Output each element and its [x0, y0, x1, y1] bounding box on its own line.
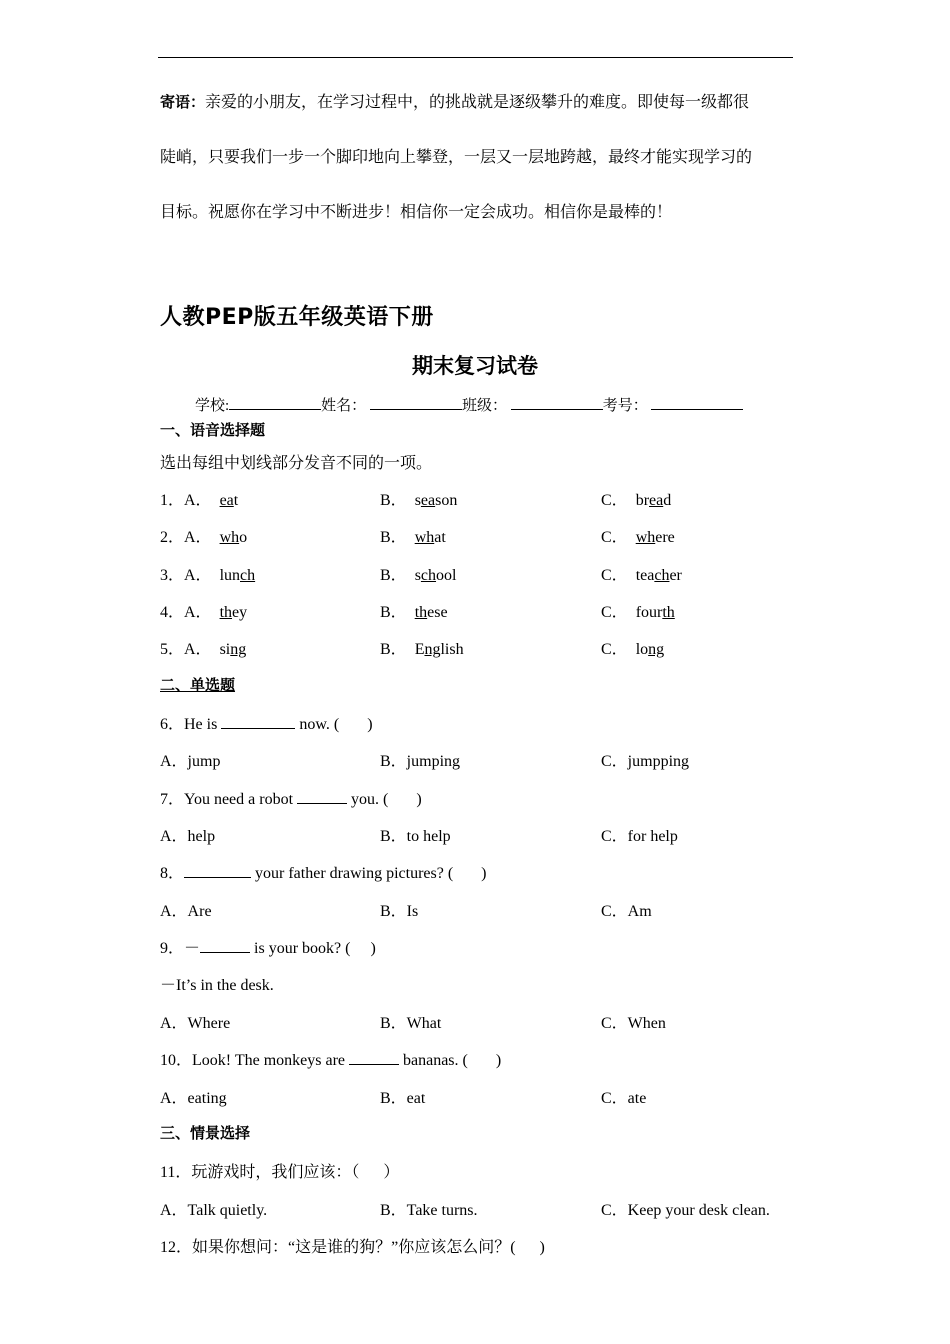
underlined-letters: ea	[420, 492, 436, 509]
option-b[interactable]: B．jumping	[380, 753, 461, 770]
class-label: 班级：	[461, 398, 507, 414]
option-a[interactable]: A．help	[160, 828, 216, 845]
greeting-line-3: 目标。祝愿你在学习中不断进步！相信你一定会成功。相信你是最棒的！	[160, 204, 673, 221]
section-heading-phonics: 一、语音选择题	[160, 421, 266, 439]
option-a[interactable]: 1．A． eat	[160, 492, 239, 509]
option-b[interactable]: B．to help	[380, 828, 451, 845]
question-9-dialogue: －It’s in the desk.	[160, 977, 274, 994]
option-b[interactable]: B． these	[380, 604, 448, 621]
question-number: 5．A．	[160, 641, 212, 658]
option-c[interactable]: C． fourth	[601, 604, 675, 621]
question-number: 3．A．	[160, 567, 212, 584]
option-c[interactable]: C． teacher	[601, 567, 682, 584]
option-c[interactable]: C．Am	[601, 903, 652, 920]
question-number: 4．A．	[160, 604, 212, 621]
question-12: 12．如果你想问：“这是谁的狗？”你应该怎么问？( )	[160, 1239, 545, 1256]
underlined-letters: th	[219, 604, 233, 621]
option-c[interactable]: C． where	[601, 529, 675, 546]
answer-blank[interactable]	[184, 864, 251, 878]
question-11: 11．玩游戏时，我们应该：（ ）	[160, 1164, 400, 1181]
greeting-label: 寄语	[160, 93, 191, 111]
top-rule	[158, 57, 793, 58]
option-a[interactable]: 2．A． who	[160, 529, 248, 546]
class-field[interactable]	[511, 395, 603, 410]
underlined-letters: wh	[635, 529, 656, 546]
answer-blank[interactable]	[349, 1051, 399, 1065]
option-b[interactable]: B． what	[380, 529, 446, 546]
option-c[interactable]: C．Keep your desk clean.	[601, 1202, 770, 1219]
option-a[interactable]: A．Talk quietly.	[160, 1202, 268, 1219]
option-b[interactable]: B． English	[380, 641, 464, 658]
answer-blank[interactable]	[200, 939, 250, 953]
underlined-letters: wh	[219, 529, 240, 546]
underlined-letters: ch	[654, 567, 670, 584]
question-9: 9．－ is your book? ( )	[160, 940, 376, 957]
section-instruction: 选出每组中划线部分发音不同的一项。	[160, 455, 433, 472]
page-title: 期末复习试卷	[412, 354, 538, 378]
option-c[interactable]: C．for help	[601, 828, 678, 845]
underlined-letters: ng	[648, 641, 665, 658]
question-8: 8． your father drawing pictures? ( )	[160, 865, 487, 882]
question-number: 2．A．	[160, 529, 212, 546]
underlined-letters: ng	[230, 641, 247, 658]
option-c[interactable]: C．jumpping	[601, 753, 690, 770]
option-b[interactable]: B． season	[380, 492, 458, 509]
underlined-letters: ea	[649, 492, 664, 509]
underlined-letters: ch	[420, 567, 437, 584]
section-heading-single-choice: 二、单选题	[160, 676, 236, 694]
option-c[interactable]: C．ate	[601, 1090, 647, 1107]
option-c[interactable]: C． long	[601, 641, 665, 658]
name-field[interactable]	[370, 395, 462, 410]
section-heading-situational: 三、情景选择	[160, 1124, 251, 1142]
underlined-letters: ea	[219, 492, 234, 509]
underlined-letters: ch	[240, 567, 256, 584]
student-info-line	[195, 394, 743, 415]
option-a[interactable]: A．Are	[160, 903, 212, 920]
option-b[interactable]: B．Is	[380, 903, 419, 920]
underlined-letters: ng	[424, 641, 441, 658]
option-b[interactable]: B． school	[380, 567, 457, 584]
greeting-line-2: 陡峭，只要我们一步一个脚印地向上攀登，一层又一层地跨越，最终才能实现学习的	[160, 149, 753, 166]
id-field[interactable]	[651, 395, 743, 410]
name-label: 姓名：	[321, 398, 367, 414]
greeting-line-1: 寄语：亲爱的小朋友，在学习过程中，的挑战就是逐级攀升的难度。即使每一级都很	[160, 93, 750, 111]
school-label: 学校:	[195, 398, 230, 414]
question-10: 10．Look! The monkeys are bananas. ( )	[160, 1052, 502, 1069]
underlined-letters: wh	[414, 529, 435, 546]
option-c[interactable]: C．When	[601, 1015, 666, 1032]
question-number: 1．A．	[160, 492, 212, 509]
option-c[interactable]: C． bread	[601, 492, 672, 509]
option-a[interactable]: A．eating	[160, 1090, 227, 1107]
option-a[interactable]: 3．A． lunch	[160, 567, 256, 584]
book-series-title: 人教PEP版五年级英语下册	[160, 305, 434, 330]
question-6: 6．He is now. ( )	[160, 716, 373, 733]
underlined-letters: th	[414, 604, 428, 621]
option-a[interactable]: A．jump	[160, 753, 221, 770]
underlined-letters: th	[662, 604, 675, 621]
option-b[interactable]: B．What	[380, 1015, 442, 1032]
option-a[interactable]: 5．A． sing	[160, 641, 247, 658]
answer-blank[interactable]	[297, 790, 347, 804]
id-label: 考号：	[602, 398, 648, 414]
option-a[interactable]: A．Where	[160, 1015, 231, 1032]
answer-blank[interactable]	[221, 715, 295, 729]
question-7: 7．You need a robot you. ( )	[160, 791, 422, 808]
school-field[interactable]	[229, 395, 321, 410]
option-a[interactable]: 4．A． they	[160, 604, 248, 621]
option-b[interactable]: B．Take turns.	[380, 1202, 478, 1219]
option-b[interactable]: B．eat	[380, 1090, 426, 1107]
